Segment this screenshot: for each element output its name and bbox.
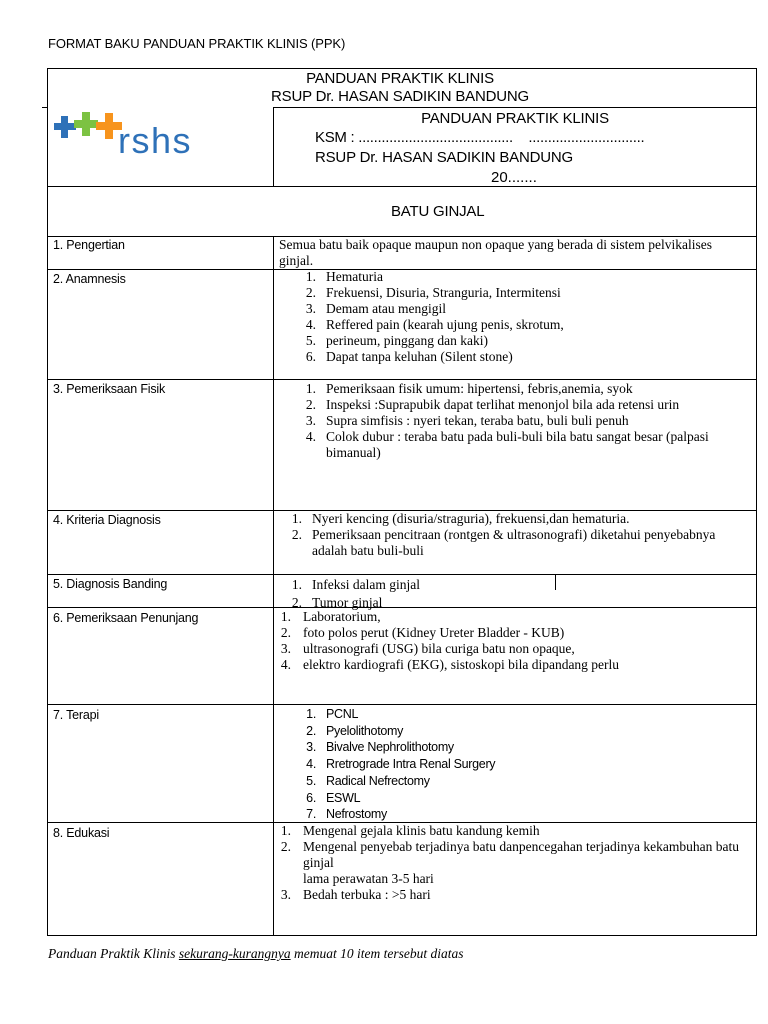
list-item: 4. Colok dubur : teraba batu pada buli-buli bila batu sangat besar (palpasi bimanual): [305, 429, 709, 460]
list-item: 6. Dapat tanpa keluhan (Silent stone): [305, 349, 513, 364]
terapi-list: [300, 706, 740, 823]
row-label-edukasi: 8. Edukasi: [53, 826, 110, 840]
year-field: 20.......: [491, 169, 537, 186]
list-item: 7. Nefrostomy: [306, 807, 387, 822]
footer-note: Panduan Praktik Klinis sekurang-kurangnya memuat 10 item tersebut diatas: [48, 946, 464, 961]
list-item: 1. Pemeriksaan fisik umum: hipertensi, febris,anemia, syok: [305, 381, 633, 396]
list-item: 5. Radical Nefrectomy: [306, 773, 430, 788]
list-item: 2. Tumor ginjal: [291, 595, 383, 610]
list-item: 2. Frekuensi, Disuria, Stranguria, Intermitensi: [305, 285, 561, 300]
list-item: 3. ultrasonografi (USG) bila curiga batu non opaque,: [280, 641, 575, 656]
diagnosis-banding-list: [286, 576, 746, 612]
document-heading: FORMAT BAKU PANDUAN PRAKTIK KLINIS (PPK): [48, 36, 346, 51]
list-item: 4. Rretrograde Intra Renal Surgery: [306, 757, 496, 772]
list-item: 3. Bedah terbuka : >5 hari: [280, 887, 431, 902]
rshs-logo-text: rshs: [118, 120, 193, 161]
row-label-pemeriksaan-penunjang: 6. Pemeriksaan Penunjang: [53, 611, 199, 625]
row-label-diagnosis-banding: 5. Diagnosis Banding: [53, 577, 168, 591]
list-item-continuation: lama perawatan 3-5 hari: [303, 871, 434, 886]
pemeriksaan-fisik-list: [300, 381, 740, 461]
list-item: 1. Hematuria: [305, 269, 383, 284]
kriteria-diagnosis-list: [286, 511, 746, 559]
list-item: 2. Inspeksi :Suprapubik dapat terlihat menonjol bila ada retensi urin: [305, 397, 680, 412]
list-item: 2. Pyelolithotomy: [306, 723, 404, 738]
anamnesis-list: [300, 269, 740, 365]
list-item: 3. Demam atau mengigil: [305, 301, 446, 316]
right-header-hospital: RSUP Dr. HASAN SADIKIN BANDUNG: [315, 149, 573, 166]
row-label-terapi: 7. Terapi: [53, 708, 99, 722]
edukasi-list: [277, 823, 747, 903]
pengertian-text: Semua batu baik opaque maupun non opaque yang berada di sistem pelvikalises ginjal.: [279, 237, 713, 268]
list-item: 6. ESWL: [306, 790, 361, 805]
list-item: 1. Mengenal gejala klinis batu kandung kemih: [280, 823, 540, 838]
list-item: 2. Mengenal penyebab terjadinya batu danpencegahan terjadinya kekambuhan batu ginjal: [280, 839, 739, 870]
list-item: 5. perineum, pinggang dan kaki): [305, 333, 488, 348]
row-label-kriteria-diagnosis: 4. Kriteria Diagnosis: [53, 513, 161, 527]
ksm-field: KSM : ........................................ ..............................: [315, 129, 645, 146]
right-header-title: PANDUAN PRAKTIK KLINIS: [421, 110, 609, 127]
list-item: 4. Reffered pain (kearah ujung penis, skrotum,: [305, 317, 564, 332]
row-label-anamnesis: 2. Anamnesis: [53, 272, 126, 286]
list-item: 1. Laboratorium,: [280, 609, 381, 624]
row-label-pemeriksaan-fisik: 3. Pemeriksaan Fisik: [53, 382, 166, 396]
list-item: 2. Pemeriksaan pencitraan (rontgen & ultrasonografi) diketahui penyebabnya adalah batu buli-buli: [291, 527, 716, 558]
row-label-pengertian: 1. Pengertian: [53, 238, 125, 252]
list-item: 2. foto polos perut (Kidney Ureter Bladder - KUB): [280, 625, 565, 640]
pemeriksaan-penunjang-list: [277, 609, 747, 673]
list-item: 3. Bivalve Nephrolithotomy: [306, 740, 454, 755]
list-item: 1. Nyeri kencing (disuria/straguria), frekuensi,dan hematuria.: [291, 511, 630, 526]
rshs-logo: [52, 110, 267, 182]
header-title: PANDUAN PRAKTIK KLINIS: [306, 70, 494, 87]
list-item: 3. Supra simfisis : nyeri tekan, teraba batu, buli buli penuh: [305, 413, 629, 428]
list-item: 4. elektro kardiografi (EKG), sistoskopi bila dipandang perlu: [280, 657, 620, 672]
list-item: 1. PCNL: [306, 707, 359, 721]
header-hospital-name: RSUP Dr. HASAN SADIKIN BANDUNG: [271, 88, 529, 105]
list-item: 1. Infeksi dalam ginjal: [291, 577, 420, 592]
